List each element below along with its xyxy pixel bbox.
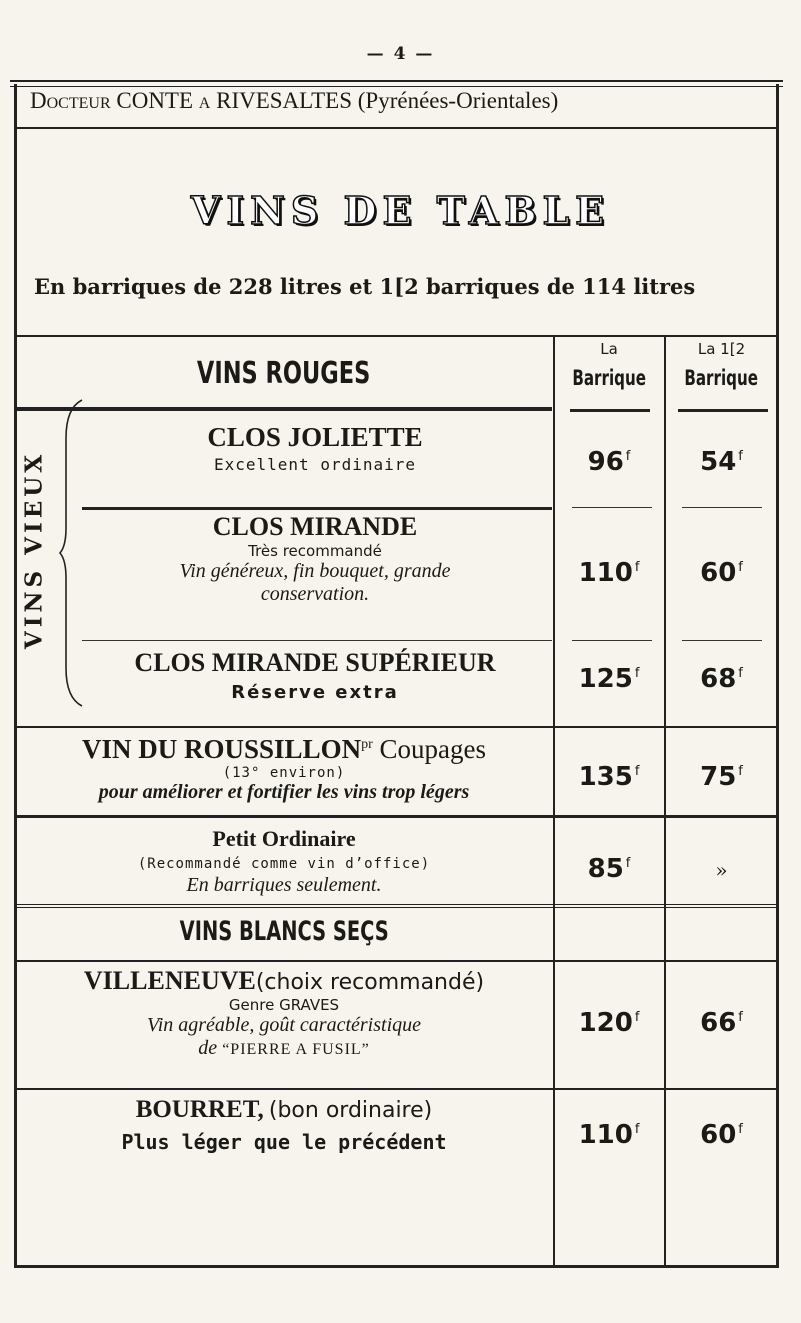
col-barrique-article: La [600,340,618,358]
header-place: RIVESALTES (Pyrénées-Orientales) [216,88,559,113]
wine-row [16,966,552,1060]
col-barrique: Barrique [572,366,646,390]
wine-row [80,512,550,606]
wine-name: Petit Ordinaire [212,826,356,851]
price-half: 60 $^f$ [700,1120,743,1150]
wine-name: CLOS MIRANDE [212,512,418,541]
wine-name: CLOS JOLIETTE [207,422,423,452]
header-bottom-rule-c1 [570,409,650,412]
col-half-article: La 1[2 [697,340,746,358]
wine-row [80,422,550,474]
wine-desc: Excellent ordinaire [213,455,417,474]
page-number: — 4 — [366,44,435,64]
wine-desc: conservation. [260,583,370,605]
row-rule [572,507,652,508]
price-full: 110 $^f$ [578,558,640,588]
row-rule [16,1088,777,1090]
price-full: 110 $^f$ [578,1120,640,1150]
header-name: CONTE [116,88,194,113]
wine-desc: pour améliorer et fortifier les vins trop légers [98,781,470,803]
price-full: 120 $^f$ [578,1008,640,1038]
header-rule [16,127,777,129]
wine-desc: Vin agréable, goût caractéristique [146,1014,422,1036]
row-rule [682,640,762,641]
row-rule [16,815,777,818]
price-half: » [715,858,728,882]
header-bottom-rule-c2 [678,409,768,412]
row-rule [16,960,777,962]
price-full: 96 $^f$ [587,447,631,477]
wine-row [16,826,552,897]
page-title: VINS DE TABLE [190,188,611,233]
wine-desc: En barriques seulement. [186,874,382,896]
subtitle: En barriques de 228 litres et 1[2 barriques de 114 litres [34,274,696,299]
header-line [30,88,770,114]
section-white-heading: VINS BLANCS SEÇS [179,916,389,947]
row-rule [82,640,552,641]
wine-desc: Vin généreux, fin bouquet, grande [179,560,451,582]
wine-desc: Plus léger que le précédent [121,1130,447,1154]
header-doctor: Docteur [30,88,111,113]
price-half: 75 $^f$ [700,762,743,792]
row-rule [682,507,762,508]
col-half: Barrique [684,366,759,390]
wine-desc: (13° environ) [222,765,346,781]
row-rule [16,904,777,908]
header-a: a [198,88,211,113]
wine-row [16,734,552,804]
price-half: 68 $^f$ [700,664,743,694]
table-top-rule [16,335,777,337]
group-label-vins-vieux: VINS VIEUX [20,450,48,650]
row-rule [572,640,652,641]
row-rule [82,507,552,510]
price-full: 85 $^f$ [587,854,631,884]
wine-name: VIN DU $ROUSSILLON^{pr}$ Coupages [82,734,486,764]
price-half: 54 $^f$ [700,447,743,477]
wine-name: CLOS MIRANDE SUPÉRIEUR [134,648,496,677]
wine-name: VILLENEUVE(choix recommandé) [83,966,485,995]
wine-name: BOURRET, (bon ordinaire) [135,1096,433,1123]
section-red-heading: VINS ROUGES [197,356,371,391]
wine-desc: de “PIERRE A FUSIL” [198,1037,370,1059]
row-rule [16,726,777,728]
price-full: 125 $^f$ [578,664,640,694]
wine-row [80,648,550,703]
price-half: 66 $^f$ [700,1008,743,1038]
price-half: 60 $^f$ [700,558,743,588]
wine-desc: Genre GRAVES [228,996,340,1014]
wine-row [16,1096,552,1154]
wine-desc: (Recommandé comme vin d’office) [137,856,431,872]
wine-desc: Très recommandé [248,542,382,560]
wine-desc: Réserve extra [231,682,399,703]
price-full: 135 $^f$ [578,762,640,792]
header-bottom-rule [16,407,552,411]
